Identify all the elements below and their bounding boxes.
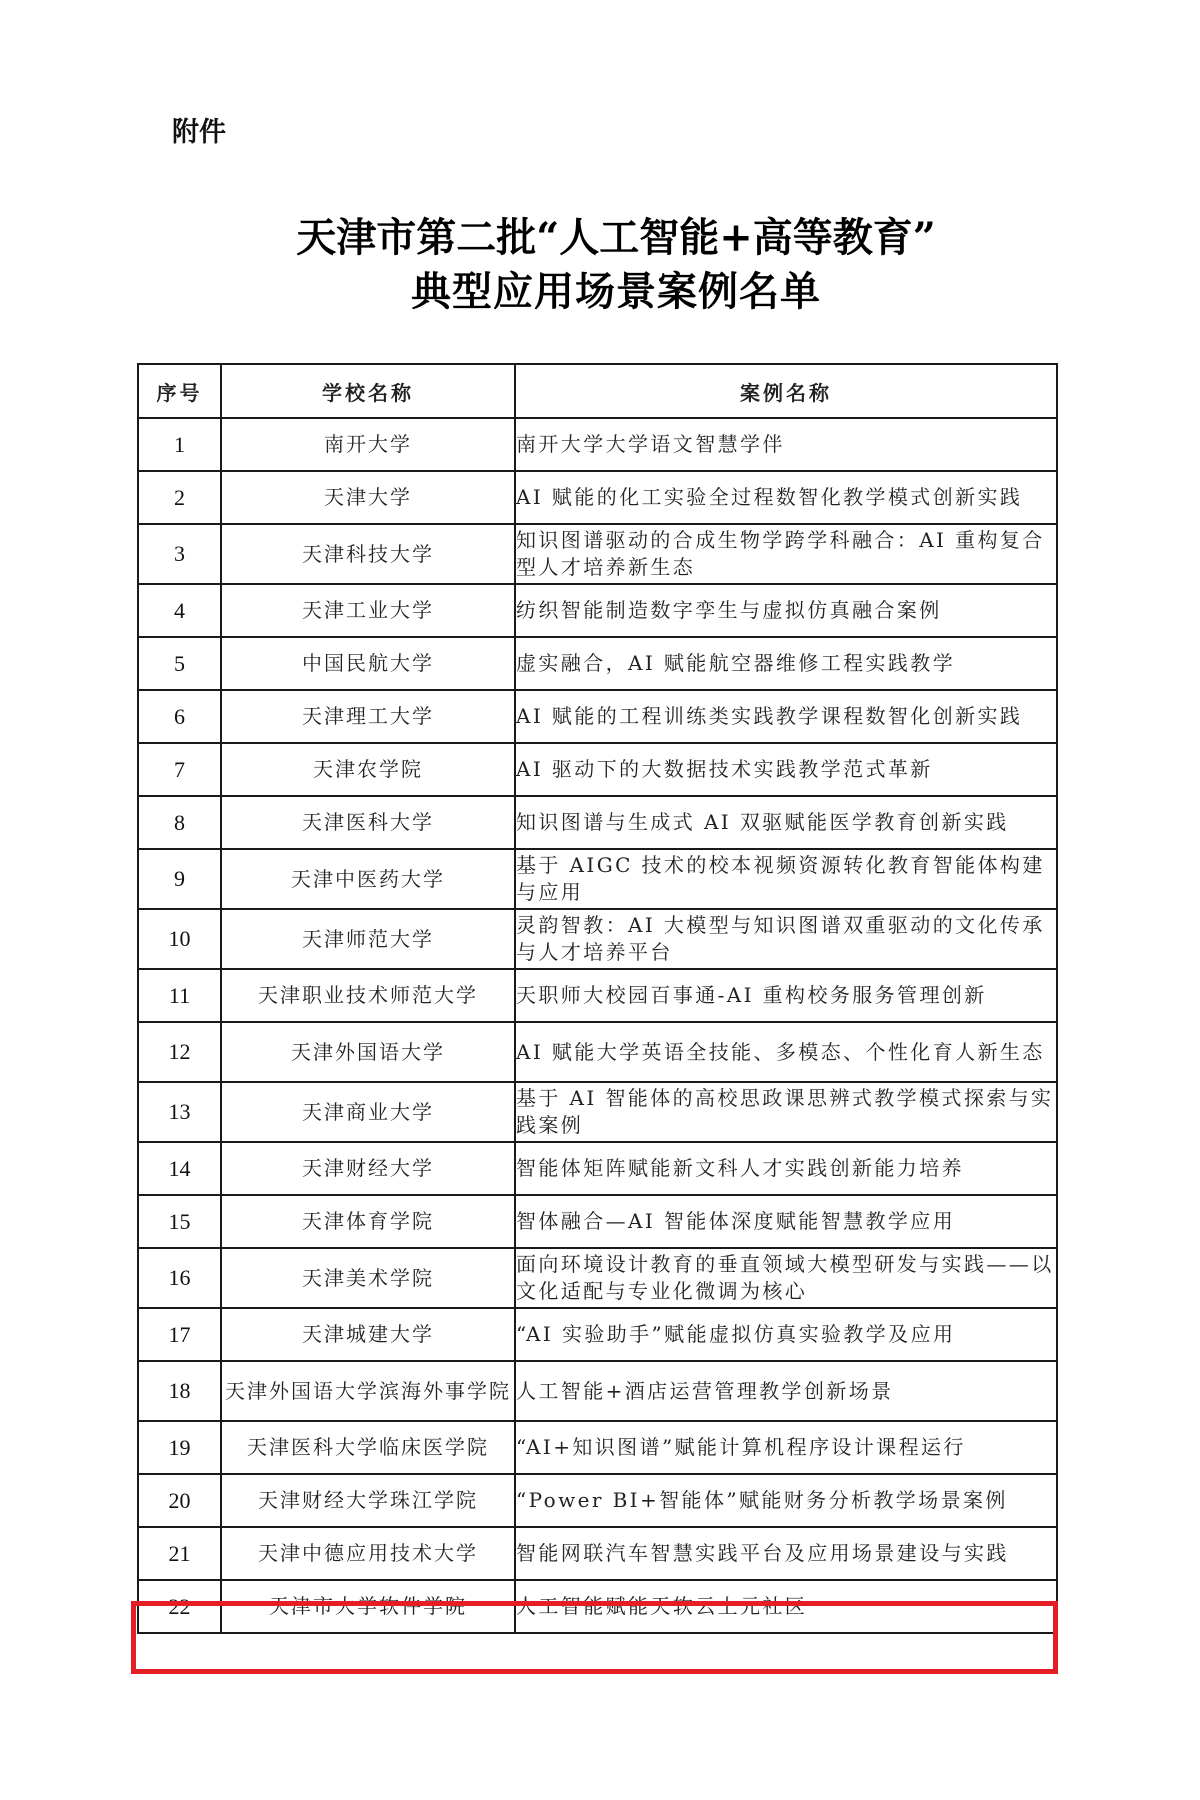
row-case: 智体融合—AI 智能体深度赋能智慧教学应用 <box>515 1195 1057 1248</box>
row-number: 20 <box>138 1474 221 1527</box>
row-school: 天津医科大学 <box>221 796 515 849</box>
row-school: 天津外国语大学滨海外事学院 <box>221 1361 515 1421</box>
row-school: 天津医科大学临床医学院 <box>221 1421 515 1474</box>
row-school: 天津外国语大学 <box>221 1022 515 1082</box>
row-school: 天津理工大学 <box>221 690 515 743</box>
row-case: 天职师大校园百事通-AI 重构校务服务管理创新 <box>515 969 1057 1022</box>
table-row <box>138 690 1057 743</box>
table-row <box>138 1082 1057 1142</box>
row-number: 22 <box>138 1580 221 1633</box>
row-number: 2 <box>138 471 221 524</box>
row-number: 16 <box>138 1248 221 1308</box>
table-row <box>138 418 1057 471</box>
row-school: 天津城建大学 <box>221 1308 515 1361</box>
row-number: 12 <box>138 1022 221 1082</box>
table-row <box>138 524 1057 584</box>
table-row <box>138 796 1057 849</box>
row-case: 面向环境设计教育的垂直领域大模型研发与实践——以文化适配与专业化微调为核心 <box>515 1248 1057 1308</box>
row-case: AI 赋能的工程训练类实践教学课程数智化创新实践 <box>515 690 1057 743</box>
row-number: 10 <box>138 909 221 969</box>
row-school: 天津农学院 <box>221 743 515 796</box>
table-row <box>138 584 1057 637</box>
row-case: AI 赋能的化工实验全过程数智化教学模式创新实践 <box>515 471 1057 524</box>
table-row <box>138 1142 1057 1195</box>
document-title-line-2: 典型应用场景案例名单 <box>411 268 821 315</box>
table-row <box>138 969 1057 1022</box>
row-number: 3 <box>138 524 221 584</box>
header-case-name: 案例名称 <box>515 364 1057 418</box>
row-school: 天津师范大学 <box>221 909 515 969</box>
row-school: 天津体育学院 <box>221 1195 515 1248</box>
row-case: 灵韵智教：AI 大模型与知识图谱双重驱动的文化传承与人才培养平台 <box>515 909 1057 969</box>
row-school: 天津职业技术师范大学 <box>221 969 515 1022</box>
table-row <box>138 1022 1057 1082</box>
row-case: 知识图谱与生成式 AI 双驱赋能医学教育创新实践 <box>515 796 1057 849</box>
table-row <box>138 1527 1057 1580</box>
table-row <box>138 1248 1057 1308</box>
row-case: 人工智能赋能天软云上元社区 <box>515 1580 1057 1633</box>
row-school: 天津中德应用技术大学 <box>221 1527 515 1580</box>
table-row <box>138 909 1057 969</box>
row-number: 21 <box>138 1527 221 1580</box>
row-school: 天津财经大学珠江学院 <box>221 1474 515 1527</box>
table-row <box>138 1308 1057 1361</box>
row-case: 纺织智能制造数字孪生与虚拟仿真融合案例 <box>515 584 1057 637</box>
table-row <box>138 743 1057 796</box>
row-number: 11 <box>138 969 221 1022</box>
table-row <box>138 1195 1057 1248</box>
row-number: 17 <box>138 1308 221 1361</box>
row-case: 基于 AIGC 技术的校本视频资源转化教育智能体构建与应用 <box>515 849 1057 909</box>
header-school-name: 学校名称 <box>221 364 515 418</box>
row-case: 智能网联汽车智慧实践平台及应用场景建设与实践 <box>515 1527 1057 1580</box>
table-row <box>138 637 1057 690</box>
table-header-row <box>138 364 1057 418</box>
row-number: 7 <box>138 743 221 796</box>
row-number: 19 <box>138 1421 221 1474</box>
row-case: AI 赋能大学英语全技能、多模态、个性化育人新生态 <box>515 1022 1057 1082</box>
row-case: 智能体矩阵赋能新文科人才实践创新能力培养 <box>515 1142 1057 1195</box>
row-number: 15 <box>138 1195 221 1248</box>
row-case: 基于 AI 智能体的高校思政课思辨式教学模式探索与实践案例 <box>515 1082 1057 1142</box>
table-row <box>138 1421 1057 1474</box>
row-school: 天津科技大学 <box>221 524 515 584</box>
row-case: “Power BI+智能体”赋能财务分析教学场景案例 <box>515 1474 1057 1527</box>
row-school: 南开大学 <box>221 418 515 471</box>
table-row <box>138 1361 1057 1421</box>
row-school: 天津工业大学 <box>221 584 515 637</box>
row-school: 天津市大学软件学院 <box>221 1580 515 1633</box>
row-number: 4 <box>138 584 221 637</box>
table-row <box>138 1474 1057 1527</box>
table-row <box>138 471 1057 524</box>
row-school: 天津美术学院 <box>221 1248 515 1308</box>
row-case: 南开大学大学语文智慧学伴 <box>515 418 1057 471</box>
row-number: 1 <box>138 418 221 471</box>
row-case: “AI 实验助手”赋能虚拟仿真实验教学及应用 <box>515 1308 1057 1361</box>
header-serial-number: 序号 <box>138 364 221 418</box>
row-number: 5 <box>138 637 221 690</box>
table-row-highlighted <box>138 1580 1057 1633</box>
row-number: 6 <box>138 690 221 743</box>
row-number: 13 <box>138 1082 221 1142</box>
row-number: 18 <box>138 1361 221 1421</box>
row-number: 9 <box>138 849 221 909</box>
row-school: 天津财经大学 <box>221 1142 515 1195</box>
row-school: 天津中医药大学 <box>221 849 515 909</box>
row-case: AI 驱动下的大数据技术实践教学范式革新 <box>515 743 1057 796</box>
attachment-label: 附件 <box>172 117 226 148</box>
row-school: 天津大学 <box>221 471 515 524</box>
case-list-table <box>137 363 1058 1634</box>
row-school: 天津商业大学 <box>221 1082 515 1142</box>
table-row <box>138 849 1057 909</box>
row-school: 中国民航大学 <box>221 637 515 690</box>
row-number: 14 <box>138 1142 221 1195</box>
document-title-line-1: 天津市第二批“人工智能+高等教育” <box>296 214 936 261</box>
row-case: 知识图谱驱动的合成生物学跨学科融合：AI 重构复合型人才培养新生态 <box>515 524 1057 584</box>
row-case: “AI+知识图谱”赋能计算机程序设计课程运行 <box>515 1421 1057 1474</box>
row-case: 人工智能+酒店运营管理教学创新场景 <box>515 1361 1057 1421</box>
row-case: 虚实融合，AI 赋能航空器维修工程实践教学 <box>515 637 1057 690</box>
row-number: 8 <box>138 796 221 849</box>
